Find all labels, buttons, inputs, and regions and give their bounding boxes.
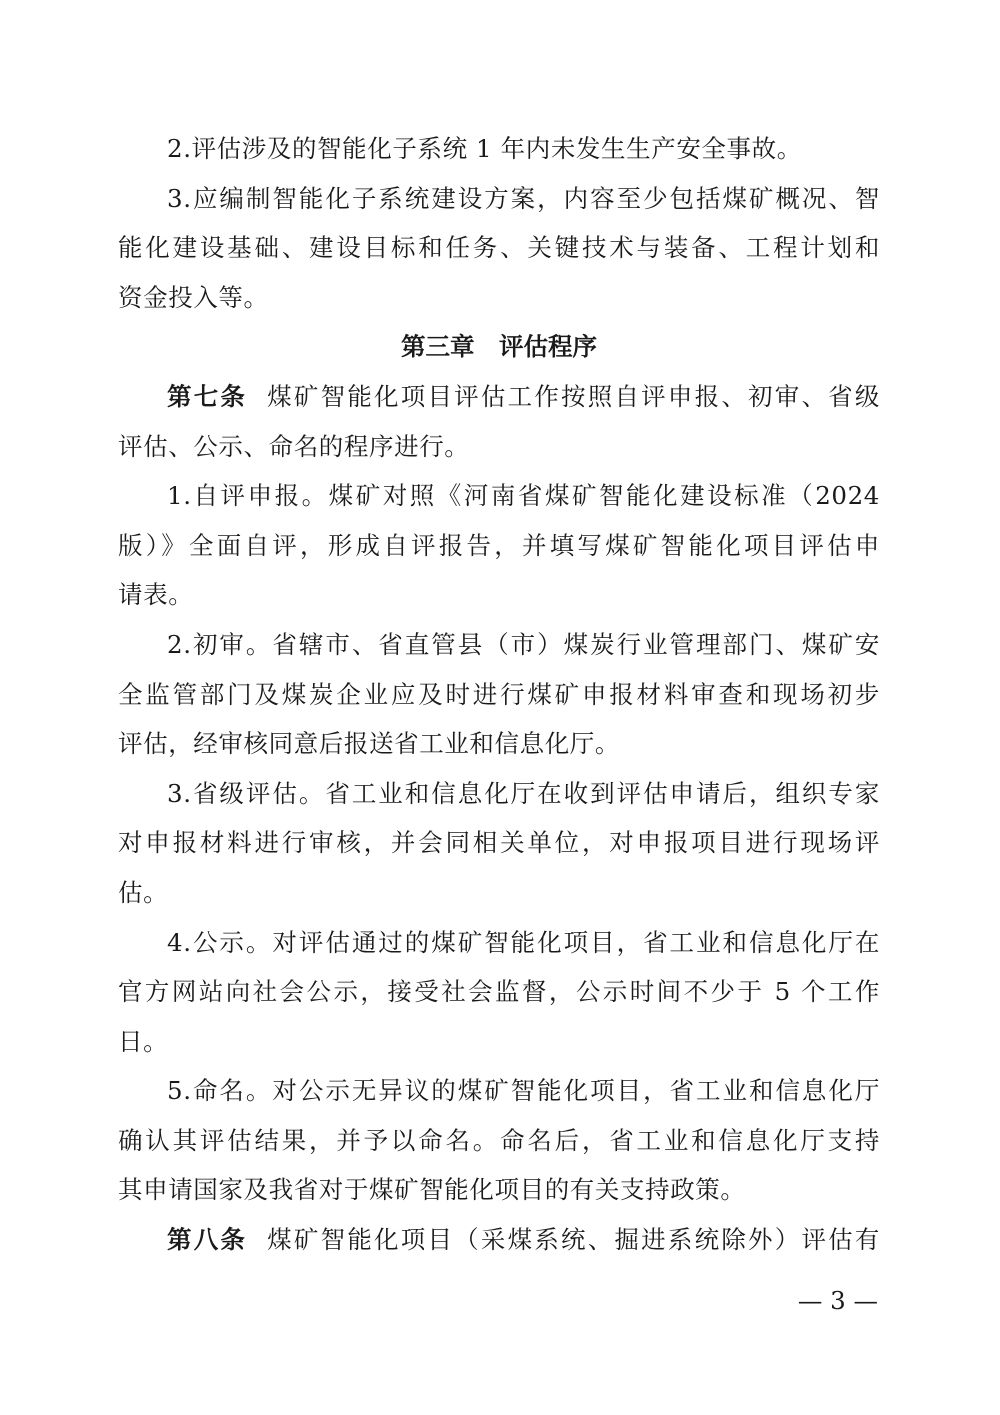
paragraph-line: 版）》全面自评，形成自评报告，并填写煤矿智能化项目评估申	[118, 530, 880, 560]
paragraph-line: 2.评估涉及的智能化子系统 1 年内未发生生产安全事故。	[167, 134, 802, 163]
paragraph-line: 3.省级评估。省工业和信息化厅在收到评估申请后，组织专家	[167, 778, 880, 808]
article-label: 第七条	[167, 381, 248, 411]
paragraph-line: 其申请国家及我省对于煤矿智能化项目的有关支持政策。	[118, 1175, 746, 1205]
article-line	[118, 1215, 880, 1265]
chapter-heading: 第三章 评估程序	[401, 332, 597, 362]
paragraph-line: 2.初审。省辖市、省直管县（市）煤炭行业管理部门、煤矿安	[167, 629, 880, 659]
paragraph-line: 1.自评申报。煤矿对照《河南省煤矿智能化建设标准（2024	[167, 481, 880, 511]
paragraph-line: 3.应编制智能化子系统建设方案，内容至少包括煤矿概况、智	[167, 183, 880, 213]
paragraph-line: 4.公示。对评估通过的煤矿智能化项目，省工业和信息化厅在	[167, 927, 880, 957]
paragraph-line: 资金投入等。	[118, 282, 269, 312]
paragraph-line: 全监管部门及煤炭企业应及时进行煤矿申报材料审查和现场初步	[118, 679, 880, 709]
paragraph-line: 请表。	[118, 580, 194, 610]
paragraph-line: 官方网站向社会公示，接受社会监督，公示时间不少于 5 个工作	[118, 977, 880, 1007]
paragraph-line: 评估，经审核同意后报送省工业和信息化厅。	[118, 729, 620, 759]
paragraph-line: 对申报材料进行审核，并会同相关单位，对申报项目进行现场评	[118, 828, 880, 858]
page-number: — 3 —	[797, 1286, 878, 1315]
document-page	[118, 124, 880, 1265]
article-label: 第八条	[167, 1225, 248, 1255]
paragraph-line: 能化建设基础、建设目标和任务、关键技术与装备、工程计划和	[118, 233, 880, 263]
article-text: 煤矿智能化项目（采煤系统、掘进系统除外）评估有	[267, 1225, 880, 1255]
article-text: 煤矿智能化项目评估工作按照自评申报、初审、省级	[267, 381, 880, 411]
article-line	[118, 372, 880, 422]
paragraph-line: 估。	[118, 877, 169, 907]
paragraph-line: 评估、公示、命名的程序进行。	[118, 431, 470, 461]
paragraph-line: 日。	[118, 1026, 169, 1056]
paragraph-line: 确认其评估结果，并予以命名。命名后，省工业和信息化厅支持	[118, 1125, 880, 1155]
paragraph-line: 5.命名。对公示无异议的煤矿智能化项目，省工业和信息化厅	[167, 1076, 880, 1106]
